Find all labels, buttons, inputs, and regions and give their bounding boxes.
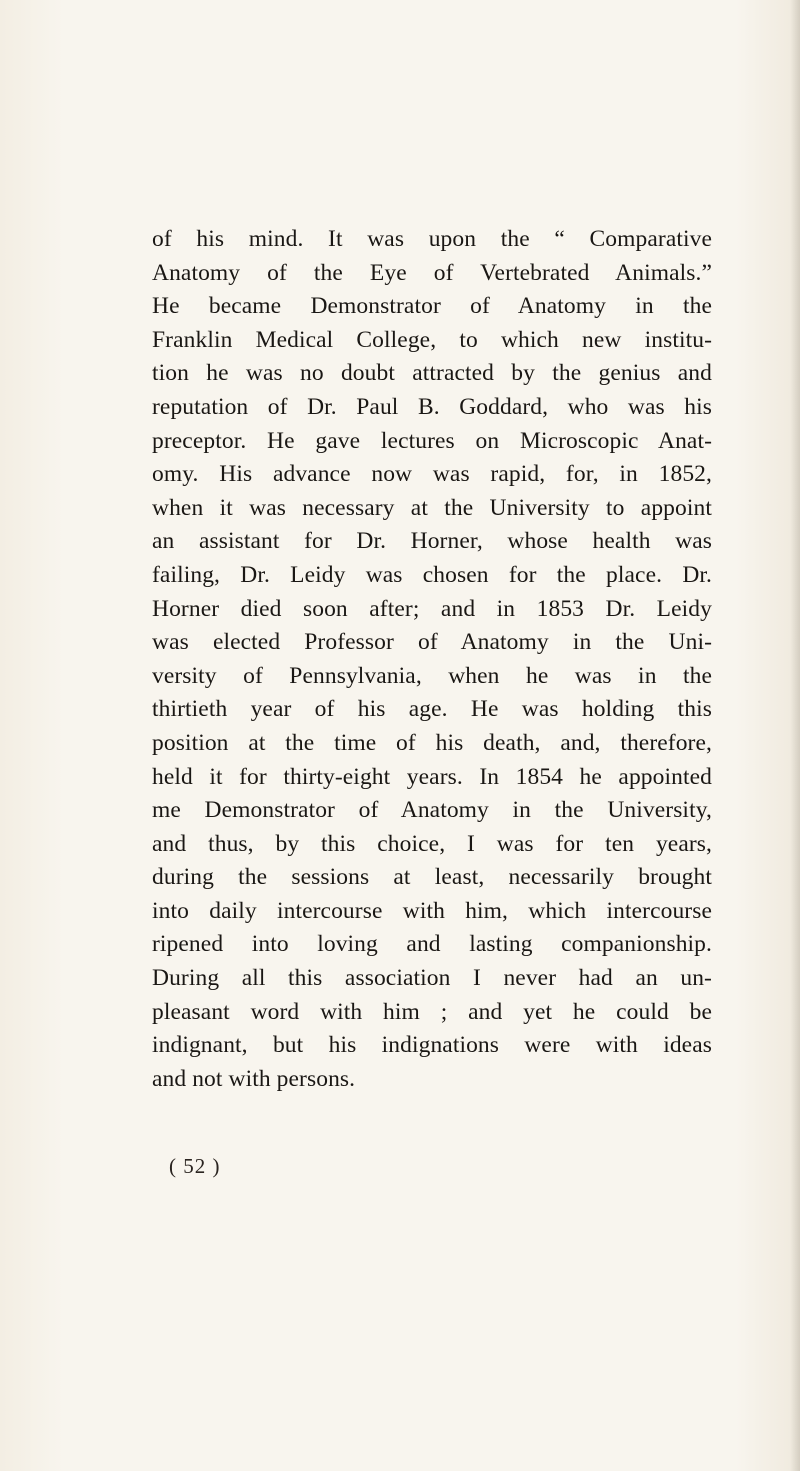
text-line-final: and not with persons. <box>152 1065 356 1092</box>
body-text <box>152 223 712 1096</box>
text-line: and thus, by this choice, I was for ten years, <box>152 830 712 857</box>
text-line: was elected Professor of Anatomy in the Uni- <box>152 629 712 656</box>
page-edge-shadow <box>790 0 800 1471</box>
text-line: ripened into loving and lasting companionship. <box>152 931 712 958</box>
text-line: During all this association I never had an un- <box>152 965 712 992</box>
text-line: pleasant word with him ; and yet he could be <box>152 998 712 1025</box>
text-line: preceptor. He gave lectures on Microscopic Anat- <box>152 427 712 454</box>
text-line: He became Demonstrator of Anatomy in the <box>152 293 712 320</box>
text-line: indignant, but his indignations were with ideas <box>152 1032 712 1059</box>
text-line: held it for thirty-eight years. In 1854 he appointed <box>152 763 712 790</box>
text-line: position at the time of his death, and, therefore, <box>152 729 712 756</box>
text-line: versity of Pennsylvania, when he was in the <box>152 662 712 689</box>
text-line: of his mind. It was upon the “ Comparative <box>152 226 712 252</box>
text-line: when it was necessary at the University to appoint <box>152 494 712 521</box>
text-line: thirtieth year of his age. He was holding this <box>152 696 712 723</box>
text-line: failing, Dr. Leidy was chosen for the place. Dr. <box>152 561 712 588</box>
text-line: into daily intercourse with him, which intercourse <box>152 897 712 924</box>
text-line: Franklin Medical College, to which new institu- <box>152 326 712 353</box>
text-line: omy. His advance now was rapid, for, in 1852, <box>152 461 712 488</box>
page-number: ( 52 ) <box>169 1154 221 1178</box>
text-line: reputation of Dr. Paul B. Goddard, who was his <box>152 393 712 420</box>
text-line: tion he was no doubt attracted by the genius and <box>152 360 712 387</box>
text-line: Anatomy of the Eye of Vertebrated Animals.” <box>152 259 712 286</box>
text-line: me Demonstrator of Anatomy in the University, <box>152 797 712 824</box>
text-line: during the sessions at least, necessarily brought <box>152 864 712 891</box>
text-line: an assistant for Dr. Horner, whose health was <box>152 528 712 555</box>
text-line: Horner died soon after; and in 1853 Dr. Leidy <box>152 595 712 622</box>
